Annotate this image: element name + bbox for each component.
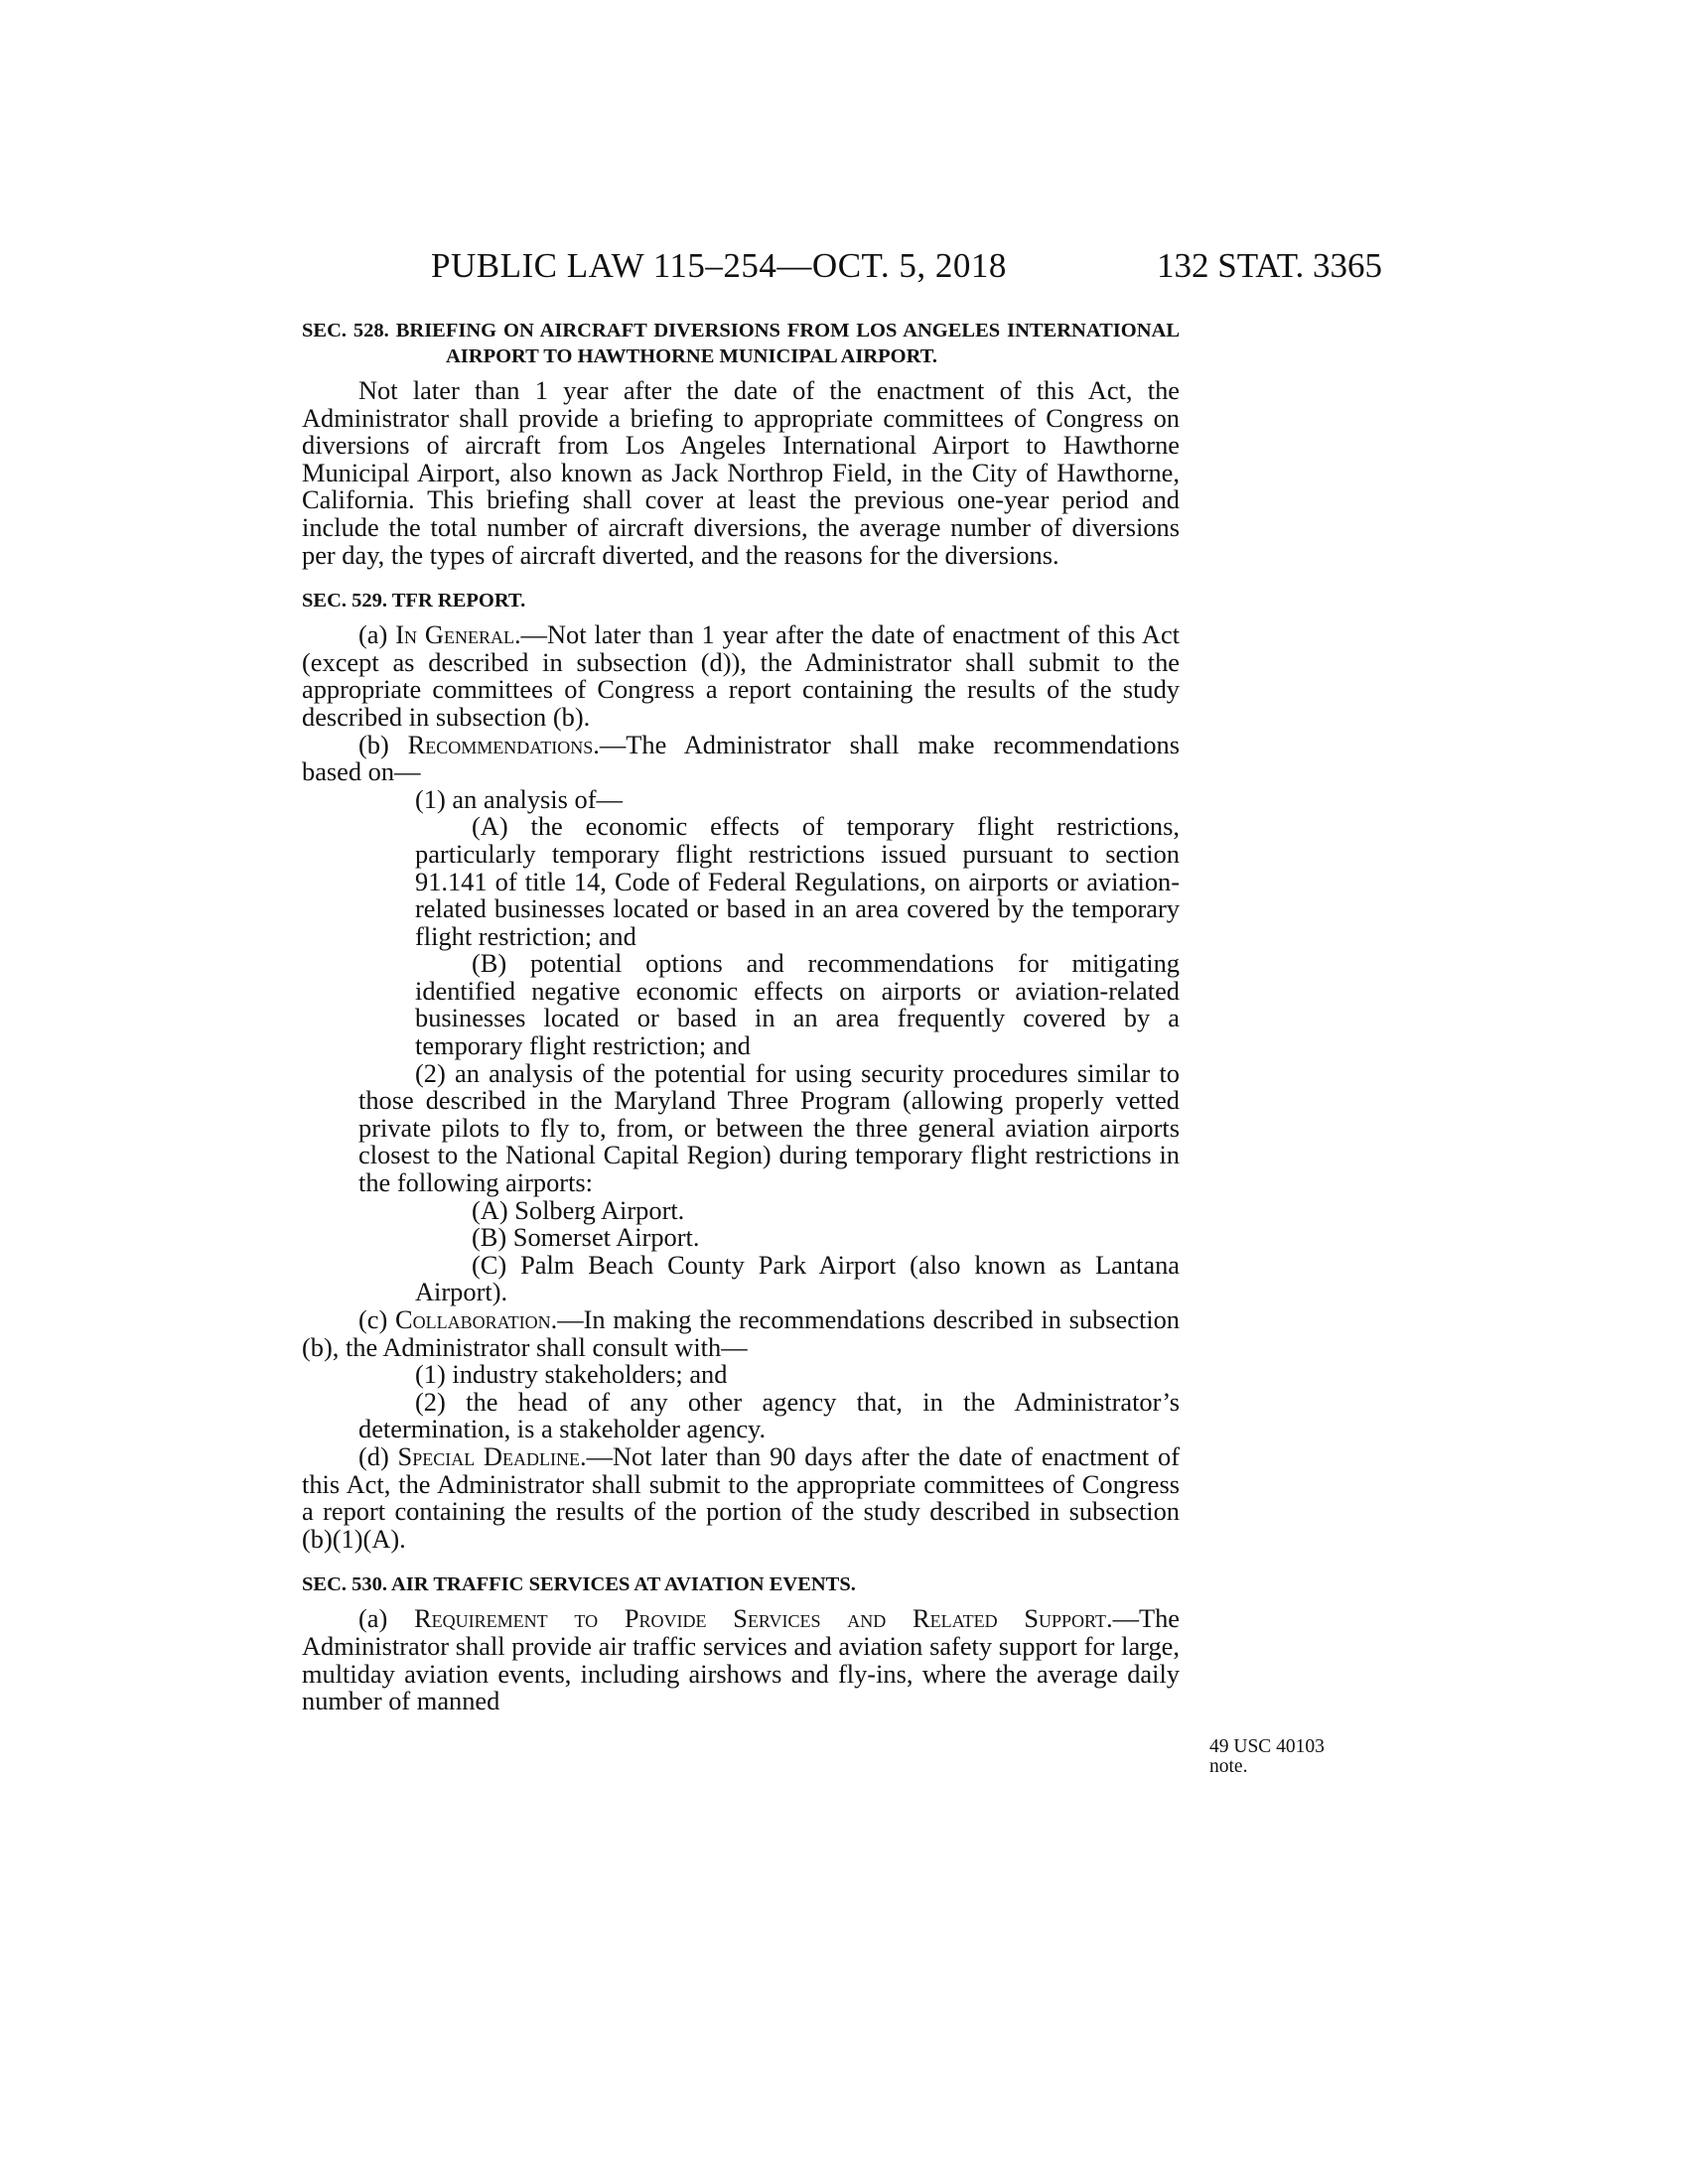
subsection-label: (c): [358, 1304, 396, 1334]
subsection-529-d: [302, 1440, 1180, 1554]
paragraph-529-c-2: (2) the head of any other agency that, in the Administrator’s determination, is a stakeholder agency.: [358, 1386, 1180, 1444]
subsection-text: —In making the recommendations described in subsection (b), the Administrator shall consult with—: [302, 1304, 1180, 1362]
subsection-caption: Requirement to Provide Services and Related Support.: [414, 1603, 1113, 1634]
stat-citation: 132 STAT. 3365: [1157, 246, 1382, 285]
document-body: [302, 318, 1180, 1715]
section-530-heading: SEC. 530. AIR TRAFFIC SERVICES AT AVIATION EVENTS.: [302, 1573, 856, 1596]
subsection-caption: In General.: [395, 619, 521, 650]
section-529: [302, 588, 1180, 1553]
margin-note-citation: 49 USC 40103: [1209, 1736, 1325, 1757]
running-head: PUBLIC LAW 115–254—OCT. 5, 2018: [431, 246, 1007, 285]
section-528: [302, 318, 1180, 569]
subsection-caption: Special Deadline.: [397, 1440, 587, 1471]
subparagraph-529-b-1-B: (B) potential options and recommendations for mitigating identified negative economic effects on airports or aviation-related businesses located or based in an area frequently covered by a temporary flight restriction; and: [415, 948, 1180, 1061]
subsection-label: (b): [358, 729, 408, 759]
paragraph-529-c-1: (1) industry stakeholders; and: [415, 1359, 728, 1390]
subsection-text: —Not later than 1 year after the date of enactment of this Act (except as described in subsection (d)), the Administrator shall submit to the appropriate committees of Congress a report containing the results of the study described in subsection (b).: [302, 619, 1180, 732]
paragraph-529-b-2: (2) an analysis of the potential for using security procedures similar to those described in the Maryland Three Program (allowing properly vetted private pilots to fly to, from, or between the three general aviation airports closest to the National Capital Region) during temporary flight restrictions in the following airports:: [358, 1057, 1180, 1198]
subsection-text: —The Administrator shall provide air traffic services and aviation safety support for large, multiday aviation events, including airshows and fly-ins, where the average daily number of manned: [302, 1603, 1180, 1716]
subsection-text: —Not later than 90 days after the date of enactment of this Act, the Administrator shall submit to the appropriate committees of Congress a report containing the results of the portion of the study described in subsection (b)(1)(A).: [302, 1440, 1180, 1554]
subsection-529-c: [302, 1306, 1180, 1361]
subsection-text: —The Administrator shall make recommendations based on—: [302, 729, 1181, 787]
subsection-529-b: [302, 729, 1181, 787]
subparagraph-529-b-2-C: (C) Palm Beach County Park Airport (also known as Lantana Airport).: [415, 1249, 1180, 1307]
section-530: [302, 1571, 1180, 1714]
subsection-530-a: [302, 1605, 1180, 1714]
margin-note: [1209, 1737, 1348, 1777]
subsection-caption: Recommendations.: [407, 729, 600, 759]
subsection-caption: Collaboration.: [395, 1304, 558, 1334]
subparagraph-529-b-2-B: (B) Somerset Airport.: [472, 1222, 700, 1253]
subsection-529-a: [302, 621, 1180, 731]
subsection-label: (d): [358, 1440, 398, 1471]
subparagraph-529-b-2-A: (A) Solberg Airport.: [472, 1194, 685, 1225]
paragraph-529-b-1: (1) an analysis of—: [415, 783, 623, 814]
subparagraph-529-b-1-A: (A) the economic effects of temporary flight restrictions, particularly temporary flight restrictions issued pursuant to section 91.141 of title 14, Code of Federal Regulations, on airports or aviation-related businesses located or based in an area covered by the temporary flight restriction; and: [415, 811, 1180, 951]
section-529-heading: SEC. 529. TFR REPORT.: [302, 590, 526, 613]
section-528-text: Not later than 1 year after the date of the enactment of this Act, the Administrator shall provide a briefing to appropriate committees of Congress on diversions of aircraft from Los Angeles International Airport to Hawthorne Municipal Airport, also known as Jack Northrop Field, in the City of Hawthorne, California. This briefing shall cover at least the previous one-year period and include the total number of aircraft diversions, the average number of diversions per day, the types of aircraft diverted, and the reasons for the diversions.: [302, 375, 1180, 570]
subsection-label: (a): [358, 619, 396, 650]
subsection-label: (a): [358, 1603, 415, 1634]
section-528-heading: SEC. 528. BRIEFING ON AIRCRAFT DIVERSIONS FROM LOS ANGELES INTERNATIONAL AIRPORT TO HAWTHORNE MUNICIPAL AIRPORT.: [302, 320, 1180, 367]
margin-note-suffix: note.: [1209, 1756, 1248, 1777]
page-header: [298, 246, 1382, 294]
